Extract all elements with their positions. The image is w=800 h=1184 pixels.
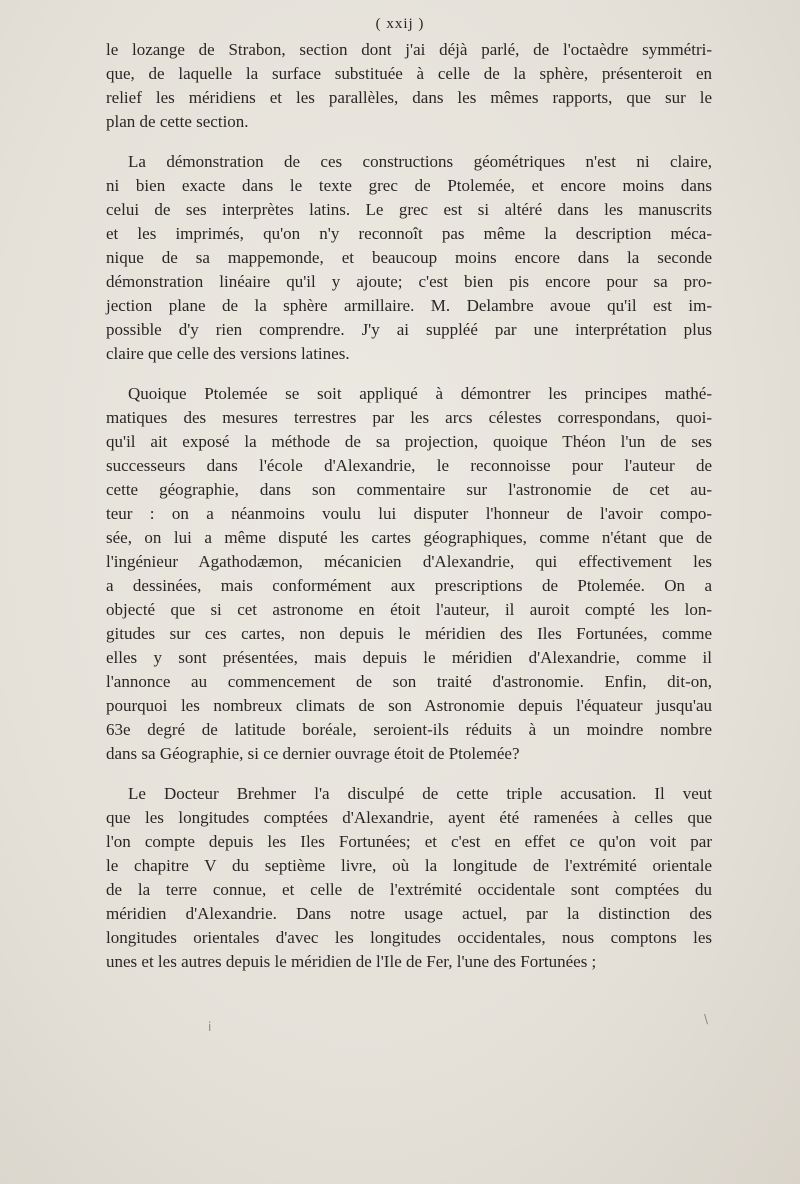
- stray-mark: \: [704, 1012, 709, 1026]
- text-line: successeurs dans l'école d'Alexandrie, le reconnoisse pour l'auteur de: [106, 456, 712, 475]
- text-line: pourquoi les nombreux climats de son Astronomie depuis l'équateur jusqu'au: [106, 696, 712, 715]
- paragraph: [106, 38, 712, 134]
- text-line: l'on compte depuis les Iles Fortunées; et c'est en effet ce qu'on voit par: [106, 832, 712, 851]
- text-line: Quoique Ptolemée se soit appliqué à démontrer les principes mathé-: [128, 384, 712, 403]
- text-line: méridien d'Alexandrie. Dans notre usage actuel, par la distinction des: [106, 904, 712, 923]
- text-line: ni bien exacte dans le texte grec de Ptolemée, et encore moins dans: [106, 176, 712, 195]
- text-line: claire que celle des versions latines.: [106, 344, 350, 363]
- text-line: jection plane de la sphère armillaire. M. Delambre avoue qu'il est im-: [106, 296, 712, 315]
- text-line: sée, on lui a même disputé les cartes géographiques, comme n'étant que de: [106, 528, 712, 547]
- text-line: gitudes sur ces cartes, non depuis le méridien des Iles Fortunées, comme: [106, 624, 712, 643]
- text-line: que, de laquelle la surface substituée à celle de la sphère, présenteroit en: [106, 64, 712, 83]
- paragraph: [106, 382, 712, 766]
- text-line: le lozange de Strabon, section dont j'ai déjà parlé, de l'octaèdre symmétri-: [106, 40, 712, 59]
- text-line: le chapitre V du septième livre, où la longitude de l'extrémité orientale: [106, 856, 712, 875]
- text-line: teur : on a néanmoins voulu lui disputer l'honneur de l'avoir compo-: [106, 504, 712, 523]
- text-line: Le Docteur Brehmer l'a disculpé de cette triple accusation. Il veut: [128, 784, 712, 803]
- text-line: démonstration linéaire qu'il y ajoute; c'est bien pis encore pour sa pro-: [106, 272, 712, 291]
- body-text: [106, 38, 712, 990]
- text-line: que les longitudes comptées d'Alexandrie, ayent été ramenées à celles que: [106, 808, 712, 827]
- text-line: nique de sa mappemonde, et beaucoup moins encore dans la seconde: [106, 248, 712, 267]
- footer-mark: i: [208, 1020, 212, 1034]
- text-line: a dessinées, mais conformément aux prescriptions de Ptolemée. On a: [106, 576, 712, 595]
- text-line: 63e degré de latitude boréale, seroient-ils réduits à un moindre nombre: [106, 720, 712, 739]
- text-line: possible d'y rien comprendre. J'y ai suppléé par une interprétation plus: [106, 320, 712, 339]
- text-line: l'ingénieur Agathodæmon, mécanicien d'Alexandrie, qui effectivement les: [106, 552, 712, 571]
- text-line: matiques des mesures terrestres par les arcs célestes correspondans, quoi-: [106, 408, 712, 427]
- text-line: cette géographie, dans son commentaire sur l'astronomie de cet au-: [106, 480, 712, 499]
- text-line: plan de cette section.: [106, 112, 249, 131]
- text-line: La démonstration de ces constructions géométriques n'est ni claire,: [128, 152, 712, 171]
- text-line: dans sa Géographie, si ce dernier ouvrage étoit de Ptolemée?: [106, 744, 520, 763]
- text-line: relief les méridiens et les parallèles, dans les mêmes rapports, que sur le: [106, 88, 712, 107]
- paragraph: [106, 150, 712, 366]
- text-line: unes et les autres depuis le méridien de l'Ile de Fer, l'une des Fortunées ;: [106, 952, 597, 971]
- text-line: celui de ses interprètes latins. Le grec est si altéré dans les manuscrits: [106, 200, 712, 219]
- text-line: longitudes orientales d'avec les longitudes occidentales, nous comptons les: [106, 928, 712, 947]
- text-line: objecté que si cet astronome en étoit l'auteur, il auroit compté les lon-: [106, 600, 712, 619]
- paragraph: [106, 782, 712, 974]
- text-line: et les imprimés, qu'on n'y reconnoît pas même la description méca-: [106, 224, 712, 243]
- text-line: l'annonce au commencement de son traité d'astronomie. Enfin, dit-on,: [106, 672, 712, 691]
- page-folio: ( xxij ): [375, 16, 425, 32]
- text-line: qu'il ait exposé la méthode de sa projection, quoique Théon l'un de ses: [106, 432, 712, 451]
- text-line: de la terre connue, et celle de l'extrémité occidentale sont comptées du: [106, 880, 712, 899]
- text-line: elles y sont présentées, mais depuis le méridien d'Alexandrie, comme il: [106, 648, 712, 667]
